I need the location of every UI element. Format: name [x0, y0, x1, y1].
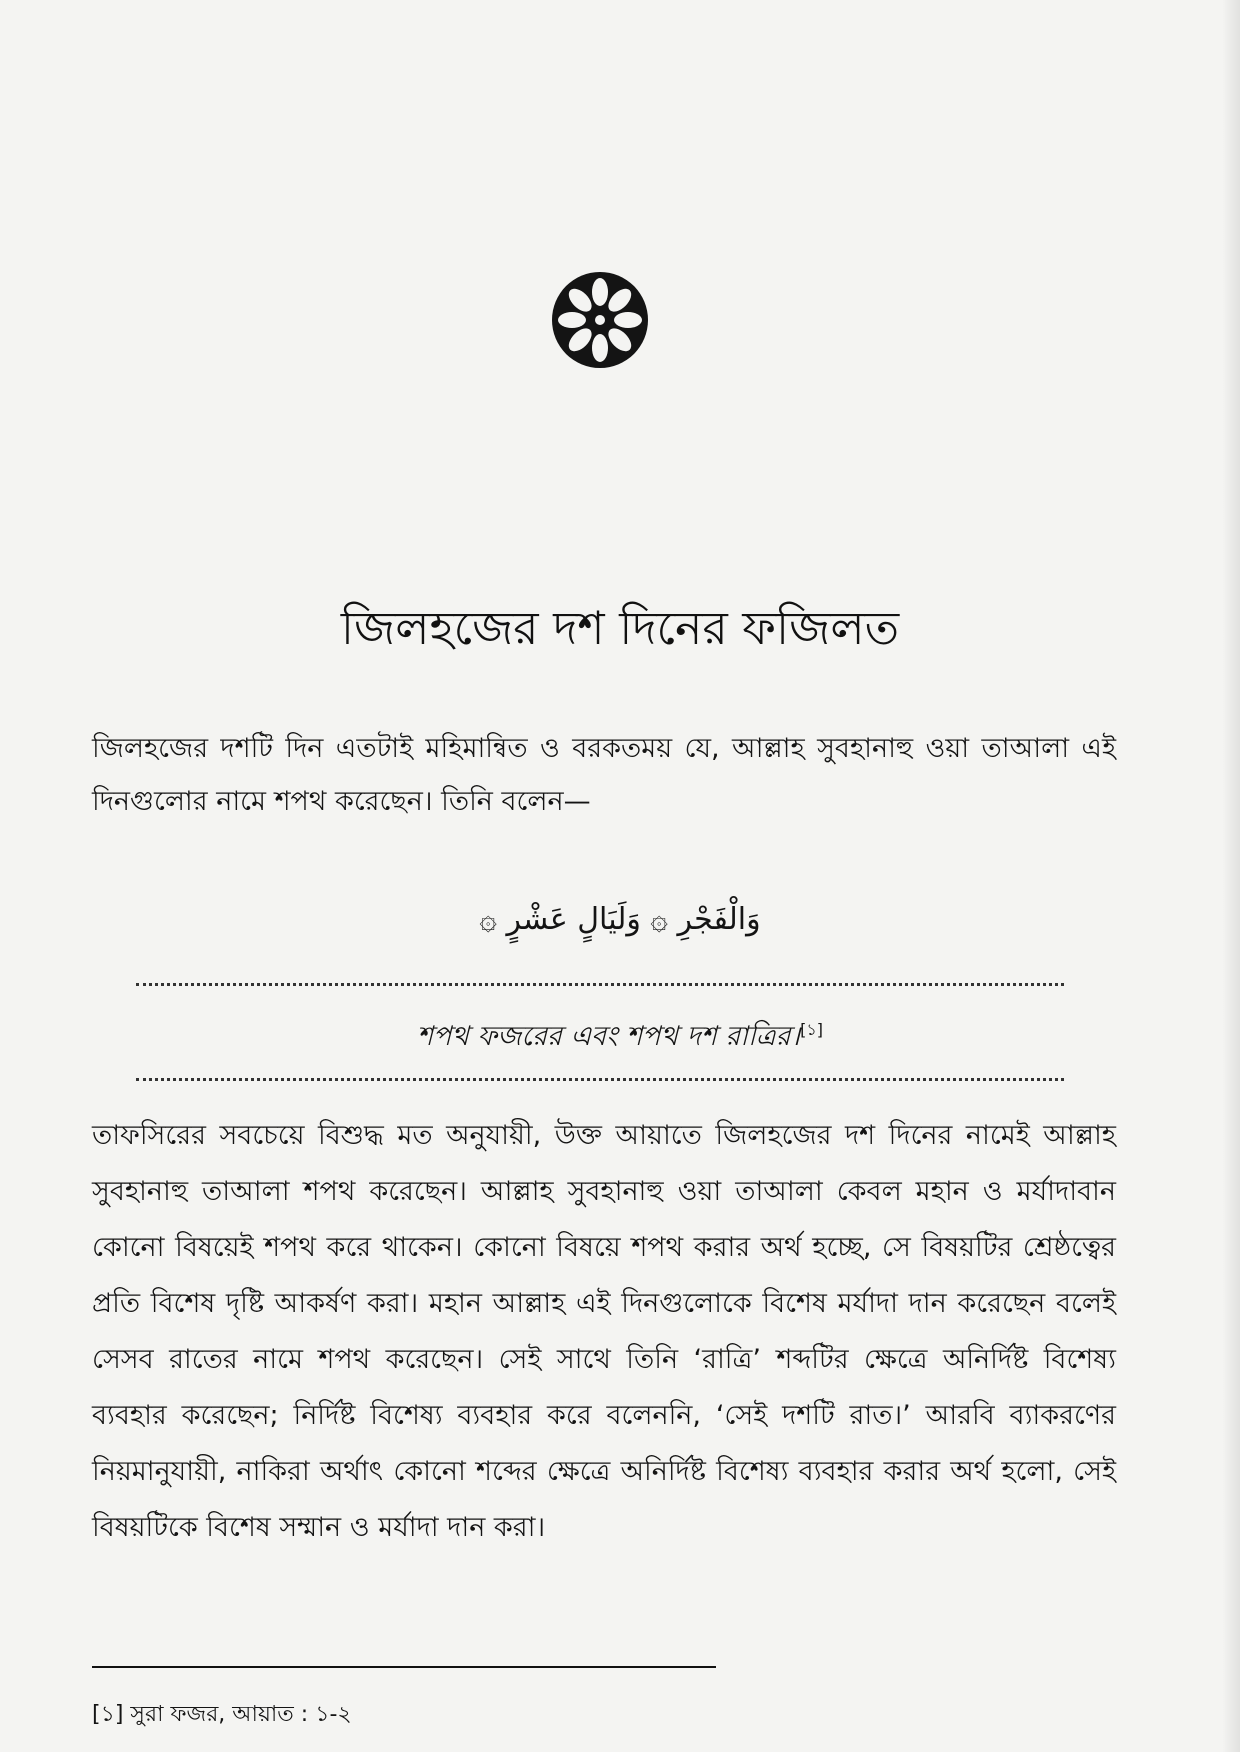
quran-verse-arabic: وَالْفَجْرِ ۞ وَلَيَالٍ عَشْرٍ ۞	[479, 902, 761, 937]
flower-ornament-icon	[550, 270, 650, 370]
dotted-divider-bottom	[136, 1078, 1064, 1081]
body-paragraph: তাফসিরের সবচেয়ে বিশুদ্ধ মত অনুযায়ী, উক্ত আয়াতে জিলহজের দশ দিনের নামেই আল্লাহ সুবহানাহু তাআলা শপথ করেছেন। আল্লাহ সুবহানাহু ওয়া তাআলা কেবল মহান ও মর্যাদাবান কোনো বিষয়েই শপথ করে থাকেন। কোনো বিষয়ে শপথ করার অর্থ হচ্ছে, সে বিষয়টির শ্রেষ্ঠত্বের প্রতি বিশেষ দৃষ্টি আকর্ষণ করা। মহান আল্লাহ এই দিনগুলোকে বিশেষ মর্যাদা দান করেছেন বলেই সেসব রাতের নামে শপথ করেছেন। সেই সাথে তিনি ‘রাত্রি’ শব্দটির ক্ষেত্রে অনির্দিষ্ট বিশেষ্য ব্যবহার করেছেন; নির্দিষ্ট বিশেষ্য ব্যবহার করে বলেননি, ‘সেই দশটি রাত।’ আরবি ব্যাকরণের নিয়মানুযায়ী, নাকিরা অর্থাৎ কোনো শব্দের ক্ষেত্রে অনির্দিষ্ট বিশেষ্য ব্যবহার করার অর্থ হলো, সেই বিষয়টিকে বিশেষ সম্মান ও মর্যাদা দান করা।	[92, 1120, 1116, 1543]
intro-paragraph: জিলহজের দশটি দিন এতটাই মহিমান্বিত ও বরকতময় যে, আল্লাহ সুবহানাহু ওয়া তাআলা এই দিনগুলোর নামে শপথ করেছেন। তিনি বলেন—	[92, 733, 1116, 817]
verse-translation-text: শপথ ফজরের এবং শপথ দশ রাত্রির।	[417, 1021, 801, 1052]
page-edge-shadow	[1222, 0, 1240, 1752]
footnote: [১] সুরা ফজর, আয়াত : ১-২	[92, 1702, 352, 1727]
footnote-separator	[92, 1666, 716, 1668]
footnote-reference: [১]	[800, 1020, 823, 1039]
dotted-divider-top	[136, 983, 1064, 986]
chapter-title: জিলহজের দশ দিনের ফজিলত	[340, 601, 900, 655]
verse-translation	[0, 1005, 1240, 1062]
